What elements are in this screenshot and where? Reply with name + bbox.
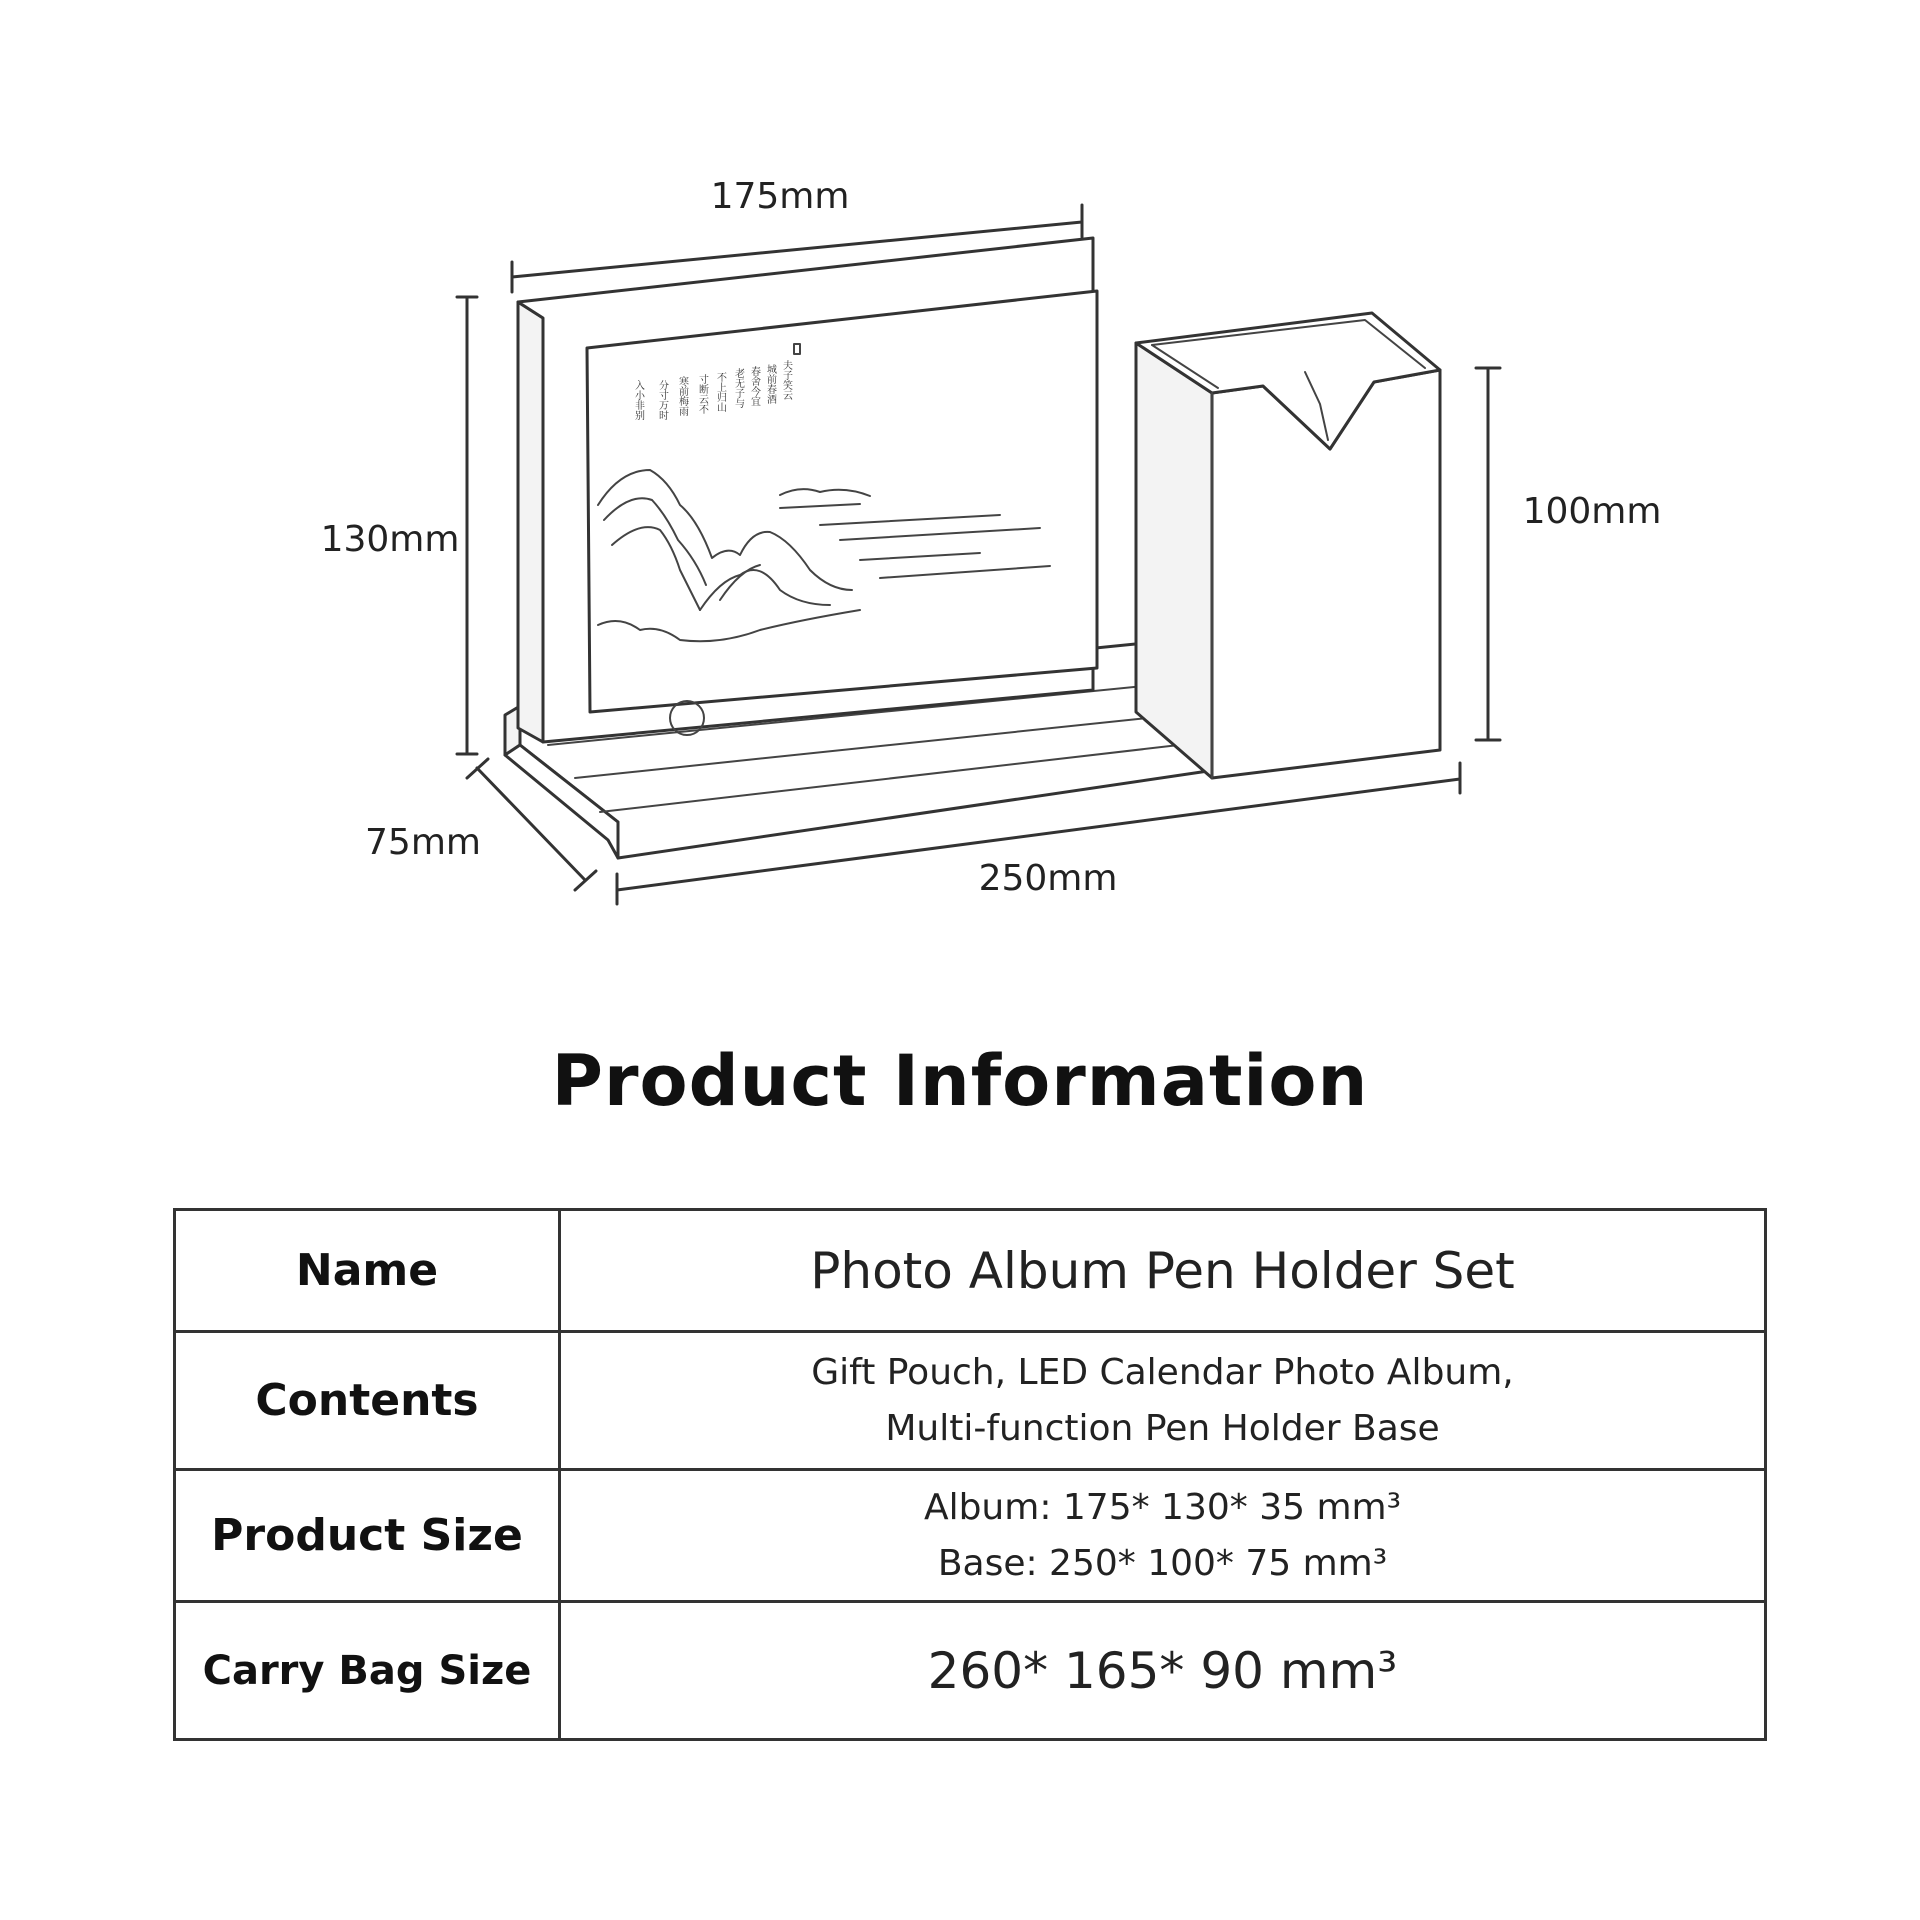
row-label-contents: Contents — [175, 1332, 560, 1470]
value-line: 260* 165* 90 mm³ — [927, 1641, 1398, 1700]
row-value-contents — [560, 1332, 1766, 1470]
row-value-carry-bag-size — [560, 1602, 1766, 1740]
value-line: Gift Pouch, LED Calendar Photo Album, — [811, 1351, 1514, 1393]
page-title: Product Information — [551, 1040, 1369, 1122]
dimension-label-175: 175mm — [710, 176, 850, 217]
dimension-right-height — [1476, 368, 1661, 740]
table-row — [175, 1210, 1766, 1332]
value-line: Multi-function Pen Holder Base — [885, 1407, 1440, 1449]
poem-line: 寸断云不 — [696, 374, 708, 414]
product-info-table — [173, 1208, 1767, 1741]
poem-line: 夫子笑云 — [780, 360, 792, 400]
poem-line: 分寸万时 — [656, 380, 668, 420]
dimension-label-75: 75mm — [365, 822, 481, 863]
poem-line: 城前春酒 — [764, 364, 776, 404]
dimension-left-height — [321, 297, 477, 754]
dimension-label-250: 250mm — [978, 858, 1118, 899]
table-row — [175, 1602, 1766, 1740]
row-value-name — [560, 1210, 1766, 1332]
poem-line: 入小非别 — [632, 380, 644, 420]
pen-holder-box — [1136, 313, 1440, 778]
value-line: Album: 175* 130* 35 mm³ — [923, 1486, 1402, 1528]
table-row — [175, 1470, 1766, 1602]
poem-line: 不上归山 — [714, 372, 726, 412]
row-value-product-size — [560, 1470, 1766, 1602]
row-label-name: Name — [175, 1210, 560, 1332]
table-row — [175, 1332, 1766, 1470]
poem-line: 寒前梅雨 — [676, 376, 688, 416]
value-line: Photo Album Pen Holder Set — [810, 1241, 1515, 1300]
value-line: Base: 250* 100* 75 mm³ — [937, 1542, 1388, 1584]
poem-line: 春舍今宜 — [748, 366, 760, 406]
row-label-carry-bag-size: Carry Bag Size — [175, 1602, 560, 1740]
row-label-product-size: Product Size — [175, 1470, 560, 1602]
dimension-label-130: 130mm — [320, 519, 460, 560]
poem-line: 老无子与 — [732, 368, 744, 408]
dimension-label-100: 100mm — [1522, 491, 1662, 532]
